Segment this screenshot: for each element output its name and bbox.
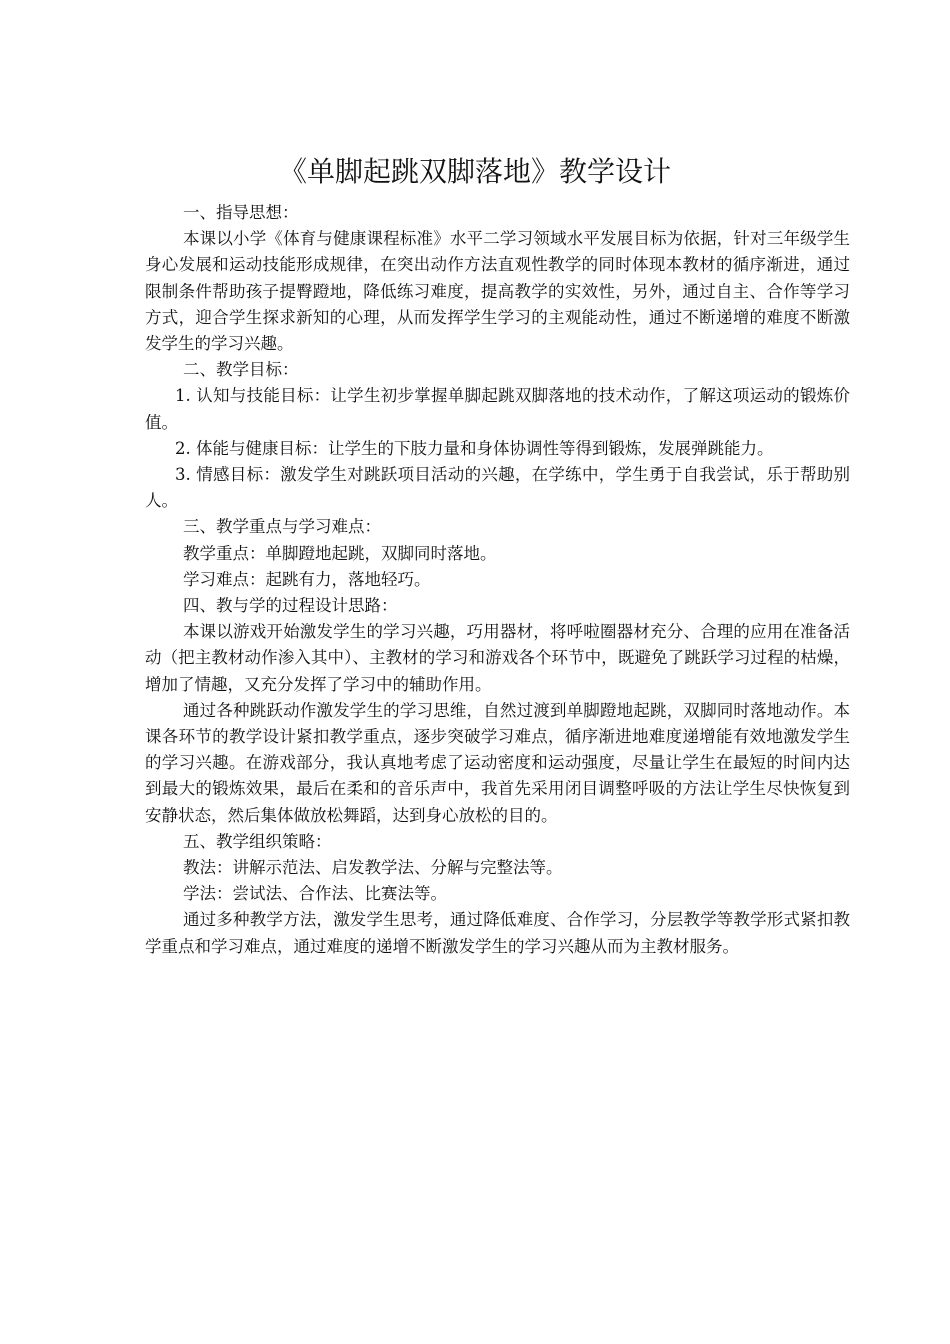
- section-heading: 五、教学组织策略：: [183, 831, 332, 851]
- paragraph: 通过各种跳跃动作激发学生的学习思维，自然过渡到单脚蹬地起跳，双脚同时落地动作。本课各环节的教学设计紧扣教学重点，逐步突破学习难点，循序渐进地难度递增能有效地激发学生的学习兴趣。在游戏部分，我认真地考虑了运动密度和运动强度，尽量让学生在最短的时间内达到最大的锻炼效果，最后在柔和的音乐声中，我首先采用闭目调整呼吸的方法让学生尽快恢复到安静状态，然后集体做放松舞蹈，达到身心放松的目的。: [145, 700, 850, 825]
- paragraph: 教学重点：单脚蹬地起跳，双脚同时落地。: [183, 543, 497, 563]
- paragraph: 本课以小学《体育与健康课程标准》水平二学习领域水平发展目标为依据，针对三年级学生身心发展和运动技能形成规律，在突出动作方法直观性教学的同时体现本教材的循序渐进，通过限制条件帮助孩子提臀蹬地，降低练习难度，提高教学的实效性，另外，通过自主、合作等学习方式，迎合学生探求新知的心理，从而发挥学生学习的主观能动性，通过不断递增的难度不断激发学生的学习兴趣。: [145, 229, 850, 354]
- paragraph: 教法：讲解示范法、启发教学法、分解与完整法等。: [183, 858, 563, 878]
- paragraph: 通过多种教学方法，激发学生思考，通过降低难度、合作学习，分层教学等教学形式紧扣教学重点和学习难点，通过难度的递增不断激发学生的学习兴趣从而为主教材服务。: [145, 910, 850, 956]
- numbered-item: 3. 情感目标：激发学生对跳跃项目活动的兴趣，在学练中，学生勇于自我尝试，乐于帮助别人。: [145, 465, 850, 511]
- section-heading: 二、教学目标：: [183, 360, 299, 380]
- section-heading: 一、指导思想：: [183, 203, 299, 222]
- document-title: 《单脚起跳双脚落地》教学设计: [278, 155, 671, 188]
- document-body: [145, 200, 850, 960]
- section-heading: 三、教学重点与学习难点：: [183, 517, 381, 537]
- paragraph: 本课以游戏开始激发学生的学习兴趣，巧用器材，将呼啦圈器材充分、合理的应用在准备活动（把主教材动作渗入其中）、主教材的学习和游戏各个环节中，既避免了跳跃学习过程的枯燥，增加了情趣，又充分发挥了学习中的辅助作用。: [145, 622, 850, 694]
- paragraph: 学习难点：起跳有力，落地轻巧。: [183, 569, 431, 589]
- numbered-item: 2. 体能与健康目标：让学生的下肢力量和身体协调性等得到锻炼，发展弹跳能力。: [175, 438, 774, 458]
- numbered-item: 1. 认知与技能目标：让学生初步掌握单脚起跳双脚落地的技术动作，了解这项运动的锻炼价值。: [145, 386, 850, 432]
- paragraph: 学法：尝试法、合作法、比赛法等。: [183, 884, 447, 904]
- section-heading: 四、教与学的过程设计思路：: [183, 596, 398, 616]
